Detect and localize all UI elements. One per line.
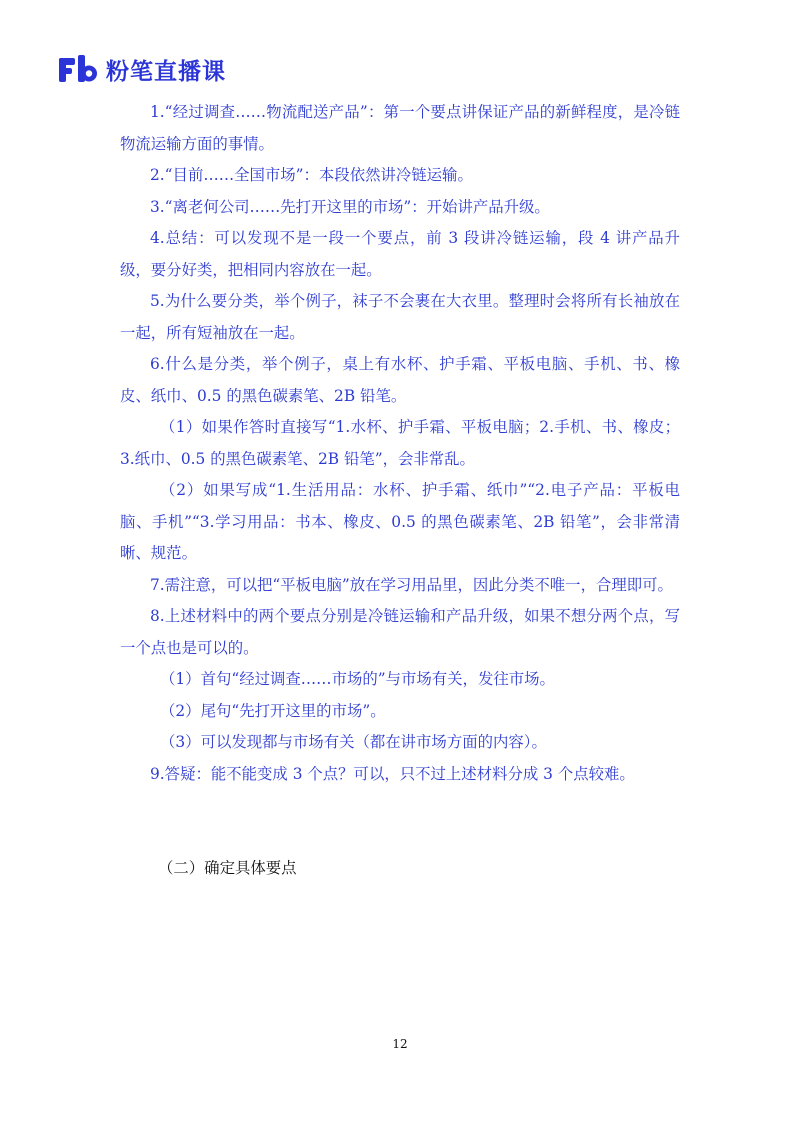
point-paragraph: 6.什么是分类，举个例子，桌上有水杯、护手霜、平板电脑、手机、书、橡皮、纸巾、0.5 的黑色碳素笔、2B 铅笔。 [120,355,680,405]
section-heading: （二）确定具体要点 [158,859,297,877]
sub-point-paragraph: （1）首句“经过调查……市场的”与市场有关，发往市场。 [160,670,555,688]
sub-point-paragraph: （2）尾句“先打开这里的市场”。 [160,701,386,720]
point-paragraph: 4.总结：可以发现不是一段一个要点，前 3 段讲冷链运输，段 4 讲产品升级，要分好类，把相同内容放在一起。 [120,229,680,279]
page-number: 12 [392,1037,408,1051]
point-paragraph: 2.“目前……全国市场”：本段依然讲冷链运输。 [150,166,473,184]
point-paragraph: 1.“经过调查……物流配送产品”：第一个要点讲保证产品的新鲜程度，是冷链物流运输方面的事情。 [120,103,680,153]
brand-name: 粉笔直播课 [106,58,226,85]
point-paragraph: 5.为什么要分类，举个例子，袜子不会裹在大衣里。整理时会将所有长袖放在一起，所有短袖放在一起。 [120,292,680,342]
point-paragraph: 9.答疑：能不能变成 3 个点？可以，只不过上述材料分成 3 个点较难。 [150,764,635,783]
point-paragraph: 3.“离老何公司……先打开这里的市场”：开始讲产品升级。 [150,197,550,216]
page-header [58,52,226,86]
point-paragraph: 7.需注意，可以把“平板电脑”放在学习用品里，因此分类不唯一，合理即可。 [150,575,673,594]
fenbi-logo-icon [58,54,98,84]
point-paragraph: 8.上述材料中的两个要点分别是冷链运输和产品升级，如果不想分两个点，写一个点也是可以的。 [120,607,680,657]
sub-point-paragraph: （2）如果写成“1.生活用品：水杯、护手霜、纸巾”“2.电子产品：平板电脑、手机”“3.学习用品：书本、橡皮、0.5 的黑色碳素笔、2B 铅笔”，会非常清晰、规范。 [120,481,680,562]
sub-point-paragraph: （1）如果作答时直接写“1.水杯、护手霜、平板电脑；2.手机、书、橡皮；3.纸巾、0.5 的黑色碳素笔、2B 铅笔”，会非常乱。 [120,418,680,468]
document-body [120,97,680,790]
sub-point-paragraph: （3）可以发现都与市场有关（都在讲市场方面的内容）。 [160,733,547,751]
